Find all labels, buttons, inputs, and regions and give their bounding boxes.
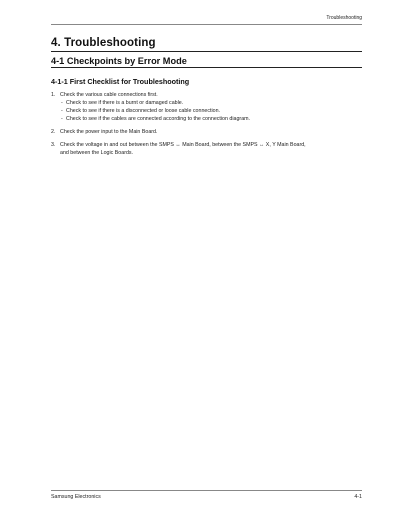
item-number: 1. <box>51 92 56 98</box>
sub-item <box>60 107 351 115</box>
item-number: 2. <box>51 129 56 135</box>
sub-item-text: Check to see if the cables are connected according to the connection diagram. <box>66 116 251 122</box>
sub-item-dash: - <box>61 108 63 114</box>
header-rule <box>51 24 362 25</box>
sub-item-dash: - <box>61 116 63 122</box>
subsection-title: 4-1-1 First Checklist for Troubleshooting <box>51 77 190 86</box>
footer-rule <box>51 490 362 491</box>
running-header: Troubleshooting <box>326 15 362 21</box>
item-text-continued: and between the Logic Boards. <box>60 150 134 156</box>
checklist-item <box>51 141 351 157</box>
chapter-rule <box>51 51 362 52</box>
sub-item <box>60 115 351 123</box>
page-number: 4-1 <box>354 494 362 500</box>
item-text: Check the voltage in and out between the SMPS ↔ Main Board, between the SMPS ↔ X, Y Main Board, <box>60 142 306 148</box>
sub-item-text: Check to see if there is a burnt or damaged cable. <box>66 100 184 106</box>
checklist-item <box>51 91 351 123</box>
sub-item <box>60 99 351 107</box>
checklist <box>51 91 351 162</box>
checklist-item <box>51 128 351 136</box>
section-rule <box>51 67 362 68</box>
item-number: 3. <box>51 142 56 148</box>
footer-publisher: Samsung Electronics <box>51 494 101 500</box>
sub-item-dash: - <box>61 100 63 106</box>
sub-item-text: Check to see if there is a disconnected or loose cable connection. <box>66 108 220 114</box>
section-title: 4-1 Checkpoints by Error Mode <box>51 56 187 66</box>
item-text: Check the various cable connections first. <box>60 92 158 98</box>
item-text: Check the power input to the Main Board. <box>60 129 158 135</box>
chapter-title: 4. Troubleshooting <box>51 37 156 49</box>
